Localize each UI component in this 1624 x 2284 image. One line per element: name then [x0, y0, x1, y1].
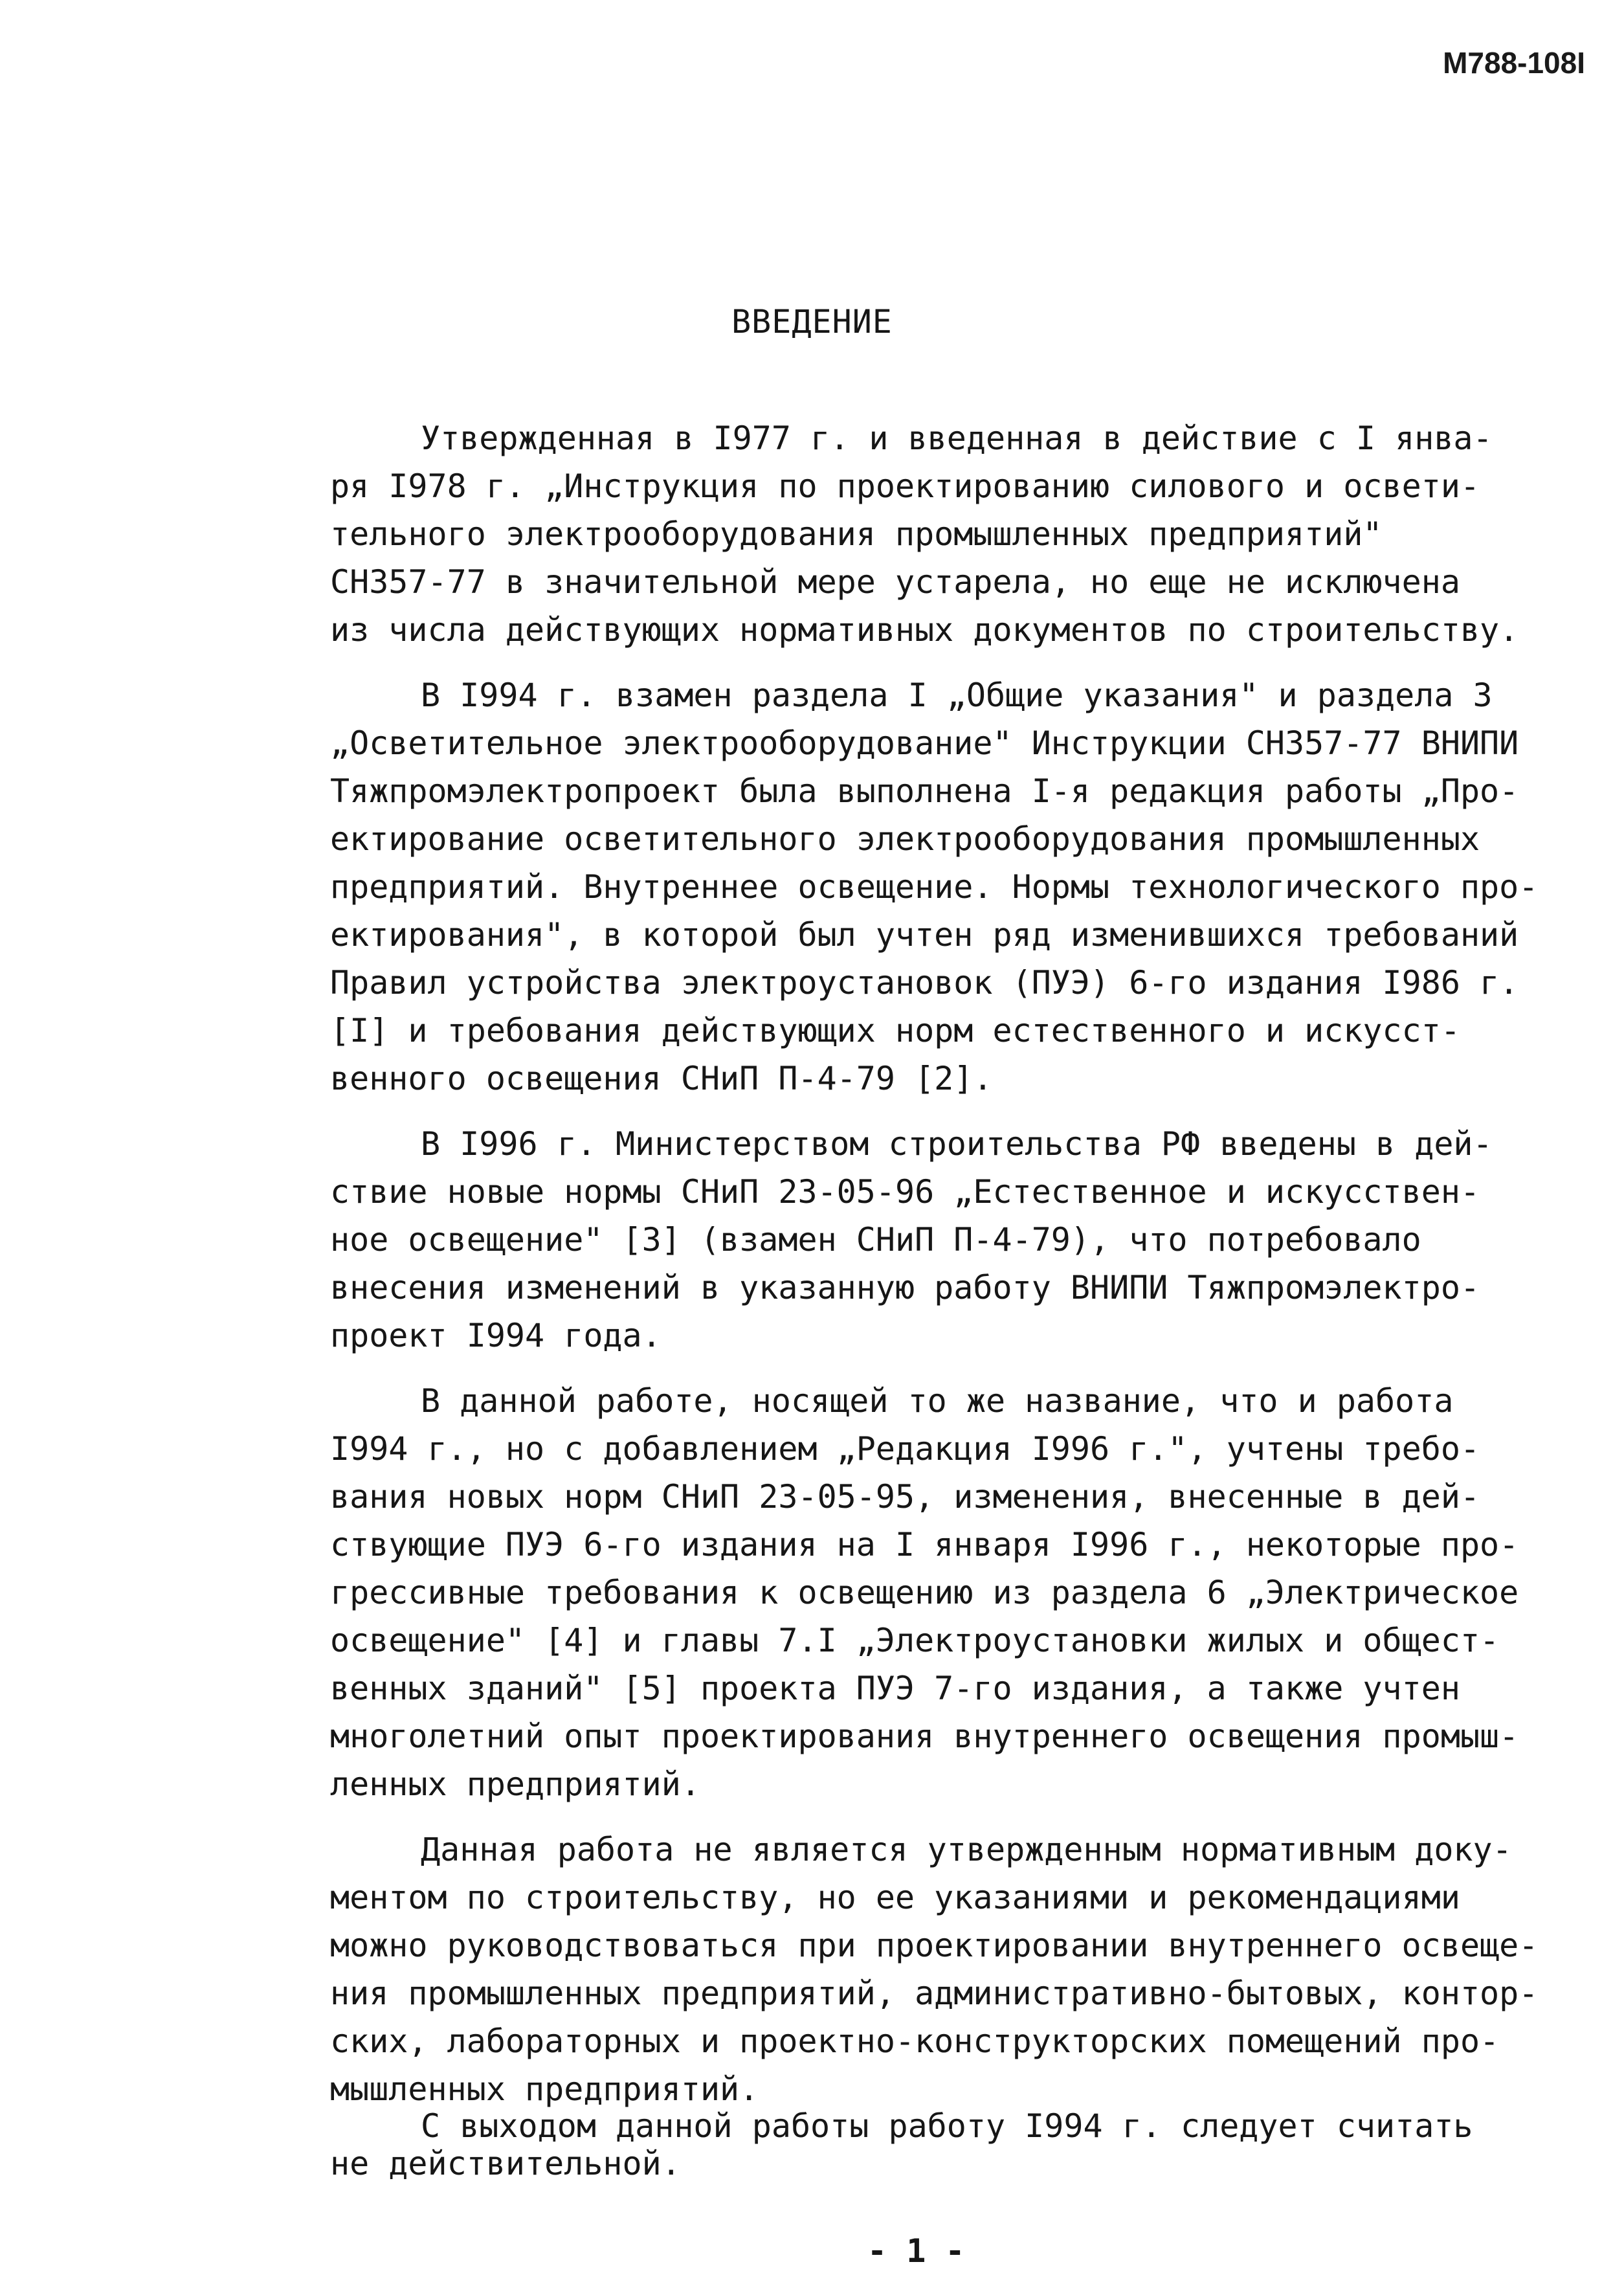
text-line: С выходом данной работы работу I994 г. следует считать: [421, 2107, 1473, 2145]
text-line: ря I978 г. „Инструкция по проектированию силового и освети-: [330, 467, 1480, 505]
text-line: ектирования", в которой был учтен ряд изменившихся требований: [330, 916, 1519, 954]
text-line: „Осветительное электрооборудование" Инструкции СН357-77 ВНИПИ: [330, 724, 1519, 762]
paragraph-5: [330, 1826, 1538, 2113]
text-line: [I] и требования действующих норм естественного и искусст-: [330, 1012, 1460, 1049]
text-line: ния промышленных предприятий, административно-бытовых, контор-: [330, 1975, 1539, 2012]
page-number: - 1 -: [867, 2232, 965, 2270]
text-line: I994 г., но с добавлением „Редакция I996 г.", учтены требо-: [330, 1430, 1480, 1468]
text-line: Тяжпромэлектропроект была выполнена I-я редакция работы „Про-: [330, 772, 1519, 810]
text-line: можно руководствоваться при проектировании внутреннего освеще-: [330, 1927, 1539, 1964]
paragraph-2: [330, 671, 1538, 1103]
text-line: ствующие ПУЭ 6-го издания на I января I996 г., некоторые про-: [330, 1526, 1519, 1563]
text-line: проект I994 года.: [330, 1317, 662, 1354]
text-line: В I994 г. взамен раздела I „Общие указания" и раздела 3: [421, 677, 1493, 714]
text-line: ментом по строительству, но ее указаниями и рекомендациями: [330, 1879, 1460, 1916]
text-line: из числа действующих нормативных документов по строительству.: [330, 611, 1519, 649]
text-line: внесения изменений в указанную работу ВНИПИ Тяжпромэлектро-: [330, 1269, 1480, 1306]
closing-paragraph: [330, 2107, 1473, 2182]
paragraph-3: [330, 1120, 1538, 1360]
text-line: ских, лабораторных и проектно-конструкторских помещений про-: [330, 2022, 1500, 2060]
text-line: многолетний опыт проектирования внутреннего освещения промыш-: [330, 1718, 1519, 1755]
text-line: В данной работе, носящей то же название, что и работа: [421, 1382, 1454, 1420]
text-line: венных зданий" [5] проекта ПУЭ 7-го издания, а также учтен: [330, 1670, 1460, 1707]
text-line: Данная работа не является утвержденным нормативным доку-: [421, 1831, 1512, 1868]
text-line: грессивные требования к освещению из раздела 6 „Электрическое: [330, 1574, 1519, 1611]
text-line: ленных предприятий.: [330, 1765, 700, 1803]
text-line: освещение" [4] и главы 7.I „Электроустановки жилых и общест-: [330, 1622, 1500, 1659]
paragraph-1: [330, 414, 1538, 654]
document-code: M788-108І: [1443, 46, 1585, 80]
document-body: [330, 414, 1538, 2131]
text-line: В I996 г. Министерством строительства РФ введены в дей-: [421, 1125, 1493, 1163]
text-line: Утвержденная в I977 г. и введенная в действие с I янва-: [421, 420, 1493, 457]
text-line: ектирование осветительного электрооборудования промышленных: [330, 820, 1480, 858]
text-line: Правил устройства электроустановок (ПУЭ) 6-го издания I986 г.: [330, 964, 1519, 1002]
text-line: предприятий. Внутреннее освещение. Нормы технологического про-: [330, 868, 1539, 906]
text-line: тельного электрооборудования промышленных предприятий": [330, 515, 1383, 553]
text-line: не действительной.: [330, 2145, 681, 2182]
page-title: ВВЕДЕНИЕ: [731, 303, 893, 341]
paragraph-4: [330, 1377, 1538, 1808]
text-line: вания новых норм СНиП 23-05-95, изменения, внесенные в дей-: [330, 1478, 1480, 1516]
text-line: ное освещение" [3] (взамен СНиП П-4-79), что потребовало: [330, 1221, 1421, 1259]
text-line: мышленных предприятий.: [330, 2070, 759, 2108]
text-line: венного освещения СНиП П-4-79 [2].: [330, 1060, 993, 1097]
text-line: СН357-77 в значительной мере устарела, но еще не исключена: [330, 563, 1460, 601]
text-line: ствие новые нормы СНиП 23-05-96 „Естественное и искусствен-: [330, 1173, 1480, 1211]
